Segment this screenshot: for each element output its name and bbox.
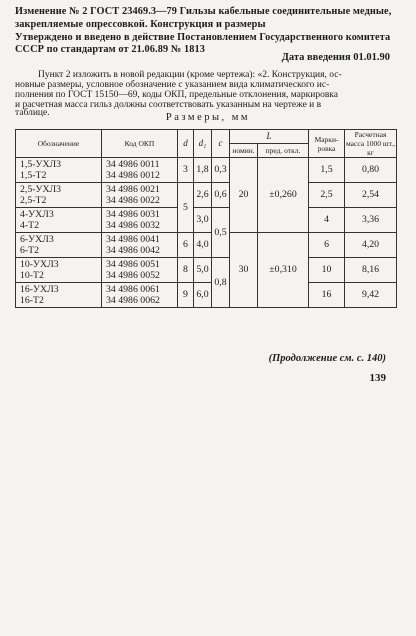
table-row xyxy=(16,158,397,183)
L-nominal: 30 xyxy=(230,233,258,308)
okp-code: 34 4986 0041 xyxy=(106,233,160,245)
header-c: c xyxy=(212,130,230,158)
mass-value: 2,54 xyxy=(345,183,397,208)
d1-value: 1,8 xyxy=(194,158,212,183)
paragraph-line: и расчетная масса гильз должны соответствовать указанным на чертеже и в xyxy=(15,100,322,110)
mass-value: 8,16 xyxy=(345,258,397,283)
okp-code: 34 4986 0022 xyxy=(106,195,160,206)
okp-code: 34 4986 0061 xyxy=(106,283,160,295)
continuation-note: (Продолжение см. с. 140) xyxy=(268,353,386,364)
designation-uhl3: 10-УХЛ3 xyxy=(20,258,59,270)
marking-value: 6 xyxy=(309,233,345,258)
okp-code: 34 4986 0042 xyxy=(106,245,160,256)
d-value: 5 xyxy=(178,183,194,233)
d1-value: 3,0 xyxy=(194,208,212,233)
marking-value: 1,5 xyxy=(309,158,345,183)
table-row xyxy=(16,208,397,233)
mass-value: 0,80 xyxy=(345,158,397,183)
paragraph-line: полнения по ГОСТ 15150—69, коды ОКП, предельные отклонения, маркировка xyxy=(15,90,338,100)
c-value: 0,3 xyxy=(212,158,230,183)
okp-code: 34 4986 0012 xyxy=(106,170,160,181)
okp-code: 34 4986 0062 xyxy=(106,295,160,306)
marking-value: 10 xyxy=(309,258,345,283)
designation-uhl3: 4-УХЛ3 xyxy=(20,208,54,220)
paragraph-line: Пункт 2 изложить в новой редакции (кроме чертежа): «2. Конструкция, ос- xyxy=(38,70,342,80)
designation-t2: 1,5-Т2 xyxy=(20,170,47,181)
designation-uhl3: 2,5-УХЛ3 xyxy=(20,183,62,195)
table-caption: Размеры, мм xyxy=(165,112,251,123)
d1-value: 6,0 xyxy=(194,283,212,308)
header-L: L xyxy=(230,130,309,144)
header-L-tolerance: пред. откл. xyxy=(258,144,309,158)
table-row xyxy=(16,258,397,283)
c-value: 0,8 xyxy=(212,258,230,308)
designation-t2: 4-Т2 xyxy=(20,220,40,231)
d-value: 6 xyxy=(178,233,194,258)
designation-t2: 10-Т2 xyxy=(20,270,44,281)
marking-value: 16 xyxy=(309,283,345,308)
header-d1: d₁ xyxy=(194,130,212,158)
d-value: 9 xyxy=(178,283,194,308)
d-value: 8 xyxy=(178,258,194,283)
designation-uhl3: 6-УХЛ3 xyxy=(20,233,54,245)
header-title-line2: закрепляемые опрессовкой. Конструкция и размеры xyxy=(15,19,266,30)
paragraph-line: таблице. xyxy=(15,108,50,118)
dimensions-table xyxy=(15,129,397,308)
header-approval-line1: Утверждено и введено в действие Постановлением Государственного комитета xyxy=(15,32,391,43)
d1-value: 5,0 xyxy=(194,258,212,283)
okp-code: 34 4986 0052 xyxy=(106,270,160,281)
table-row xyxy=(16,233,397,258)
header-d: d xyxy=(178,130,194,158)
paragraph-line: новные размеры, условное обозначение с указанием вида климатического ис- xyxy=(15,80,330,90)
header-title-line1: Изменение № 2 ГОСТ 23469.3—79 Гильзы кабельные соединительные медные, xyxy=(15,6,392,17)
L-tolerance: ±0,260 xyxy=(258,158,309,233)
effective-date: Дата введения 01.01.90 xyxy=(281,52,390,63)
header-approval-line2: СССР по стандартам от 21.06.89 № 1813 xyxy=(15,44,206,55)
table-row xyxy=(16,283,397,308)
d-value: 3 xyxy=(178,158,194,183)
d1-value: 2,6 xyxy=(194,183,212,208)
header-okp: Код ОКП xyxy=(102,130,178,158)
c-value: 0,5 xyxy=(212,208,230,258)
header-marking: Марки- ровка xyxy=(309,130,345,158)
designation-t2: 16-Т2 xyxy=(20,295,44,306)
L-tolerance: ±0,310 xyxy=(258,233,309,308)
L-nominal: 20 xyxy=(230,158,258,233)
page-number: 139 xyxy=(369,372,386,384)
marking-value: 2,5 xyxy=(309,183,345,208)
okp-code: 34 4986 0011 xyxy=(106,158,160,170)
header-L-nominal: номин. xyxy=(230,144,258,158)
mass-value: 9,42 xyxy=(345,283,397,308)
okp-code: 34 4986 0021 xyxy=(106,183,160,195)
mass-value: 4,20 xyxy=(345,233,397,258)
designation-uhl3: 16-УХЛ3 xyxy=(20,283,59,295)
designation-t2: 6-Т2 xyxy=(20,245,40,256)
mass-value: 3,36 xyxy=(345,208,397,233)
header-designation: Обозначение xyxy=(16,130,102,158)
header-mass: Расчетная масса 1000 шт., кг xyxy=(345,130,396,157)
c-value: 0,6 xyxy=(212,183,230,208)
okp-code: 34 4986 0031 xyxy=(106,208,160,220)
marking-value: 4 xyxy=(309,208,345,233)
okp-code: 34 4986 0051 xyxy=(106,258,160,270)
designation-uhl3: 1,5-УХЛ3 xyxy=(20,158,62,170)
d1-value: 4,0 xyxy=(194,233,212,258)
designation-t2: 2,5-Т2 xyxy=(20,195,47,206)
okp-code: 34 4986 0032 xyxy=(106,220,160,231)
table-row xyxy=(16,183,397,208)
